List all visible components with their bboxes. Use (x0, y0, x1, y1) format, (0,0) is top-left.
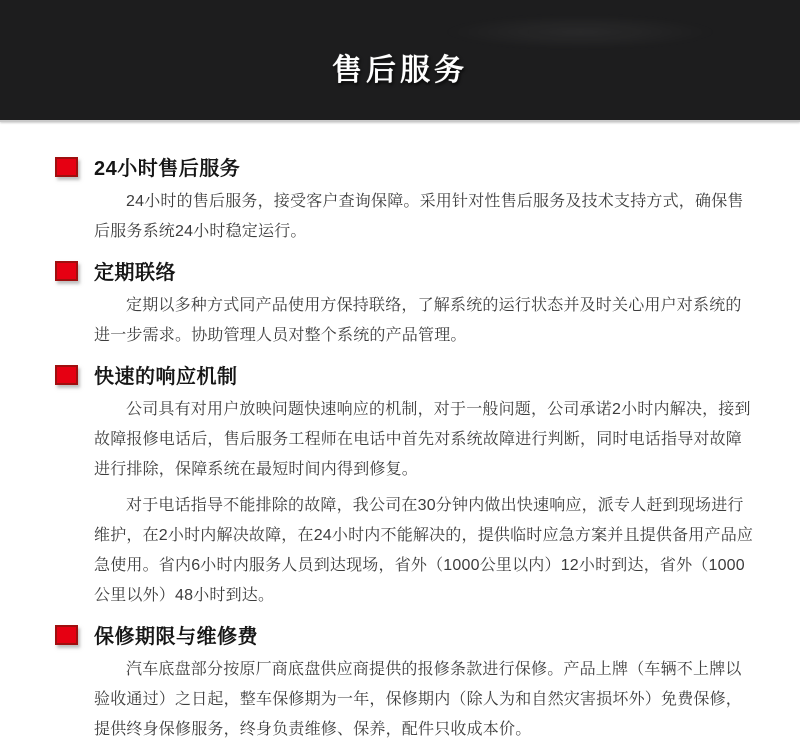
section-paragraph: 汽车底盘部分按原厂商底盘供应商提供的报修条款进行保修。产品上牌（车辆不上牌以验收通过）之日起，整车保修期为一年，保修期内（除人为和自然灾害损坏外）免费保修，提供终身保修服务，终身负责维修、保养，配件只收成本价。 (94, 661, 743, 738)
section-paragraph: 公司具有对用户放映问题快速响应的机制，对于一般问题，公司承诺2小时内解决，接到故障报修电话后，售后服务工程师在电话中首先对系统故障进行判断，同时电话指导对故障进行排除，保障系统在最短时间内得到修复。 (94, 401, 751, 478)
red-square-bullet (55, 157, 78, 177)
section-paragraph: 24小时的售后服务，接受客户查询保障。采用针对性售后服务及技术支持方式，确保售后服务系统24小时稳定运行。 (94, 193, 744, 240)
section-rapid-response (55, 360, 755, 611)
watermark-smudge (440, 14, 720, 50)
red-square-bullet (55, 261, 78, 281)
content-area (0, 122, 800, 741)
red-square-bullet (55, 365, 78, 385)
page-header (0, 0, 800, 122)
section-paragraph: 定期以多种方式同产品使用方保持联络，了解系统的运行状态并及时关心用户对系统的进一步需求。协助管理人员对整个系统的产品管理。 (94, 297, 742, 344)
section-heading-row (55, 360, 755, 389)
section-24h-service (55, 152, 755, 247)
section-title: 24小时售后服务 (94, 158, 241, 180)
section-title: 保修期限与维修费 (94, 626, 258, 648)
section-warranty (55, 620, 755, 741)
section-regular-contact (55, 256, 755, 351)
section-heading-row (55, 152, 755, 181)
page-title: 售后服务 (332, 54, 468, 87)
section-paragraph: 对于电话指导不能排除的故障，我公司在30分钟内做出快速响应，派专人赶到现场进行维护，在2小时内解决故障，在24小时内不能解决的，提供临时应急方案并且提供备用产品应急使用。省内6小时内服务人员到达现场，省外（1000公里以内）12小时到达，省外（1000公里以外）48小时到达。 (94, 497, 754, 604)
section-heading-row (55, 620, 755, 649)
section-title: 定期联络 (94, 262, 176, 284)
section-title: 快速的响应机制 (94, 366, 238, 388)
section-heading-row (55, 256, 755, 285)
red-square-bullet (55, 625, 78, 645)
